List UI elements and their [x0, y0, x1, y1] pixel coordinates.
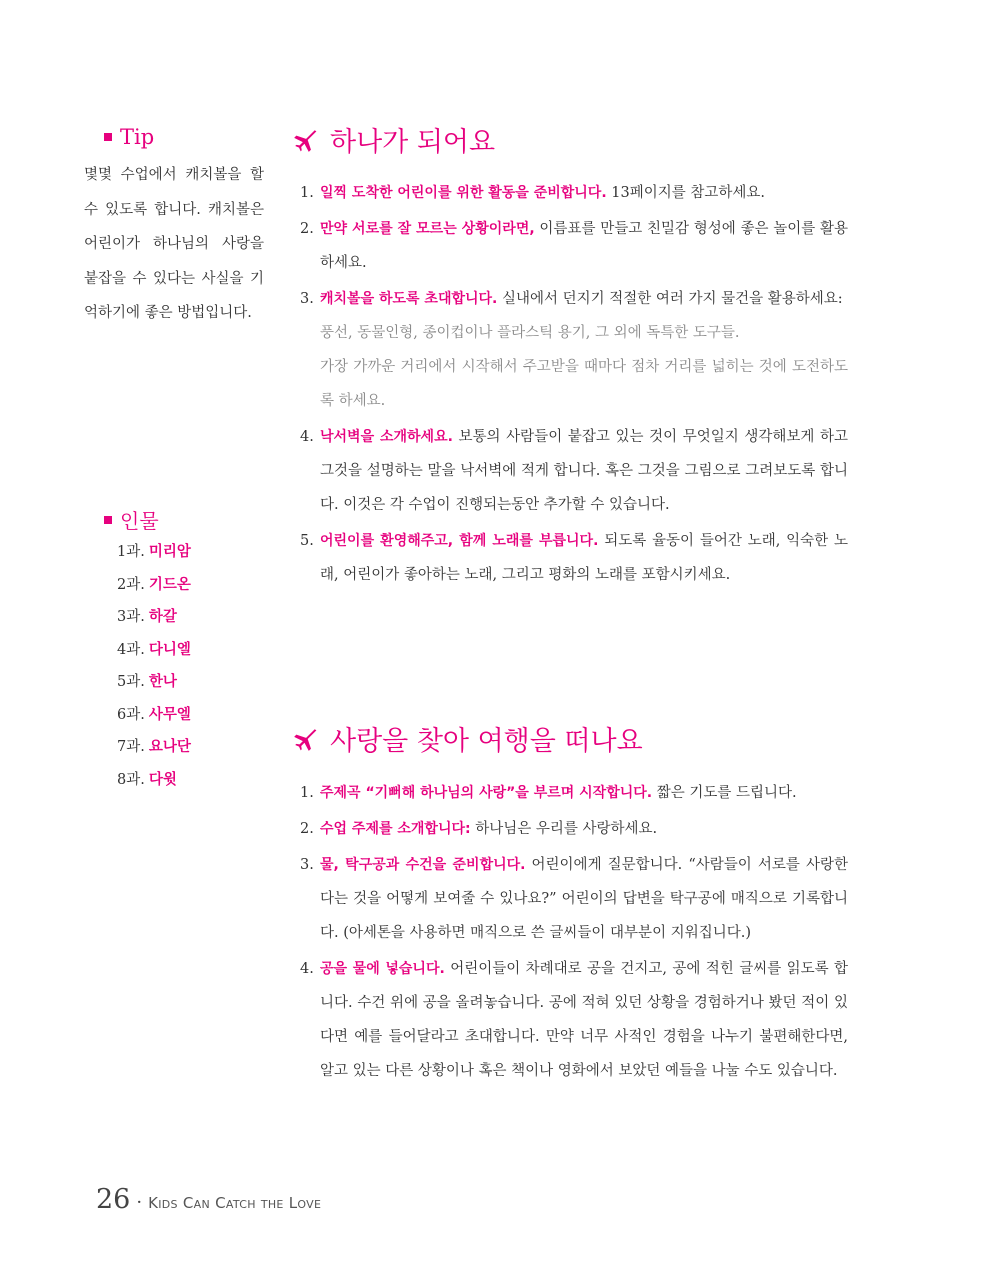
step-number: 5.: [300, 533, 314, 549]
person-name: 요나단: [148, 739, 191, 755]
airplane-icon: [292, 127, 318, 153]
person-name: 사무엘: [148, 706, 191, 723]
step-text: 되도록 율동이 들어간 노래, 익숙한 노래, 어린이가 좋아하는 노래, 그리고 평화의 노래를 포함시키세요.: [320, 533, 848, 583]
step-highlight: 물, 탁구공과 수건을 준비합니다.: [320, 857, 526, 873]
step-number: 3.: [300, 291, 314, 307]
airplane-icon: [292, 726, 318, 752]
step-number: 3.: [300, 857, 314, 873]
list-item: [117, 569, 191, 602]
people-heading: [104, 505, 159, 534]
people-heading-label: 인물: [120, 509, 159, 533]
step-item: [300, 524, 848, 592]
lesson-number: 7과.: [117, 739, 145, 755]
step-number: 4.: [300, 429, 314, 445]
step-item: [300, 848, 848, 950]
footer-separator: ·: [136, 1192, 143, 1213]
step-text: 어린이에게 질문합니다. “사람들이 서로를 사랑한다는 것을 어떻게 보여줄 수 있나요?” 어린이의 답변을 탁구공에 매직으로 기록합니다. (아세톤을 사용하면 매직으로 쓴 글씨들이 대부분이 지워집니다.): [320, 857, 848, 941]
tip-text: 몇몇 수업에서 캐치볼을 할 수 있도록 합니다. 캐치볼은 어린이가 하나님의 사랑을 붙잡을 수 있다는 사실을 기억하기에 좋은 방법입니다.: [84, 167, 264, 321]
page-number: 26: [96, 1184, 131, 1215]
step-text: 실내에서 던지기 적절한 여러 가지 물건을 활용하세요:: [497, 291, 843, 307]
step-item: [300, 776, 848, 810]
list-item: [117, 764, 191, 797]
person-name: 기드온: [148, 576, 191, 593]
tip-heading-label: Tip: [120, 125, 155, 149]
step-text: 보통의 사람들이 붙잡고 있는 것이 무엇일지 생각해보게 하고 그것을 설명하는 말을 낙서벽에 적게 합니다. 혹은 그것을 그림으로 그려보도록 합니다. 이것은 각 수업이 진행되는동안 추가할 수 있습니다.: [320, 429, 848, 513]
lesson-number: 5과.: [117, 674, 145, 690]
list-item: [117, 536, 191, 569]
person-name: 한나: [148, 674, 177, 690]
lesson-number: 6과.: [117, 706, 145, 723]
lesson-number: 4과.: [117, 641, 145, 658]
step-item: [300, 420, 848, 522]
step-number: 1.: [300, 785, 314, 801]
step-highlight: 어린이를 환영해주고, 함께 노래를 부릅니다.: [320, 533, 599, 549]
step-highlight: 만약 서로를 잘 모르는 상황이라면,: [320, 221, 535, 237]
step-item: [300, 176, 848, 210]
step-list: [300, 776, 848, 1088]
book-title: Kids Can Catch the Love: [148, 1194, 322, 1212]
section-title: [292, 719, 643, 758]
step-text: 13페이지를 참고하세요.: [606, 185, 765, 201]
step-text: 짧은 기도를 드립니다.: [652, 785, 797, 801]
square-bullet-icon: [104, 133, 112, 141]
step-highlight: 일찍 도착한 어린이를 위한 활동을 준비합니다.: [320, 185, 607, 201]
step-text: 어린이들이 차례대로 공을 건지고, 공에 적힌 글씨를 읽도록 합니다. 수건 위에 공을 올려놓습니다. 공에 적혀 있던 상황을 경험하거나 봤던 적이 있다면 예를 들어달라고 초대합니다. 만약 너무 사적인 경험을 나누기 불편해한다면, 알고 있는 다른 상황이나 혹은 책이나 영화에서 보았던 예들을 나눌 수도 있습니다.: [320, 961, 849, 1079]
step-number: 2.: [300, 821, 314, 837]
step-item: [300, 812, 848, 846]
list-item: [117, 731, 191, 764]
person-name: 다윗: [148, 771, 177, 788]
step-number: 1.: [300, 185, 314, 201]
step-number: 2.: [300, 221, 314, 237]
step-highlight: 주제곡 “기뻐해 하나님의 사랑”을 부르며 시작합니다.: [320, 785, 653, 801]
lesson-number: 1과.: [117, 544, 145, 560]
list-item: [117, 699, 191, 732]
section-title-label: 하나가 되어요: [330, 127, 496, 158]
person-name: 하갈: [148, 609, 177, 625]
step-text: 하나님은 우리를 사랑하세요.: [470, 821, 658, 837]
step-note: 풍선, 동물인형, 종이컵이나 플라스틱 용기, 그 외에 독특한 도구들.: [320, 325, 740, 341]
section-title-label: 사랑을 찾아 여행을 떠나요: [330, 726, 643, 757]
list-item: [117, 666, 191, 699]
step-text: 이름표를 만들고 친밀감 형성에 좋은 놀이를 활용하세요.: [320, 221, 849, 271]
list-item: [117, 601, 191, 634]
lesson-number: 8과.: [117, 771, 145, 788]
step-highlight: 공을 물에 넣습니다.: [320, 961, 445, 977]
step-highlight: 낙서벽을 소개하세요.: [320, 429, 453, 445]
person-name: 다니엘: [148, 641, 191, 658]
page-footer: [96, 1184, 321, 1215]
lesson-number: 3과.: [117, 609, 145, 625]
people-list: [117, 536, 191, 796]
step-highlight: 수업 주제를 소개합니다:: [320, 821, 471, 837]
step-highlight: 캐치볼을 하도록 초대합니다.: [320, 291, 498, 307]
lesson-number: 2과.: [117, 576, 145, 593]
tip-heading: [104, 125, 154, 149]
step-number: 4.: [300, 961, 314, 977]
step-list: [300, 176, 848, 592]
step-note: 가장 가까운 거리에서 시작해서 주고받을 때마다 점차 거리를 넓히는 것에 도전하도록 하세요.: [320, 359, 848, 409]
step-item: [300, 212, 848, 280]
square-bullet-icon: [104, 516, 112, 524]
step-item: [300, 282, 848, 418]
section-title: [292, 120, 495, 159]
step-item: [300, 952, 848, 1088]
person-name: 미리암: [148, 544, 191, 560]
list-item: [117, 634, 191, 667]
